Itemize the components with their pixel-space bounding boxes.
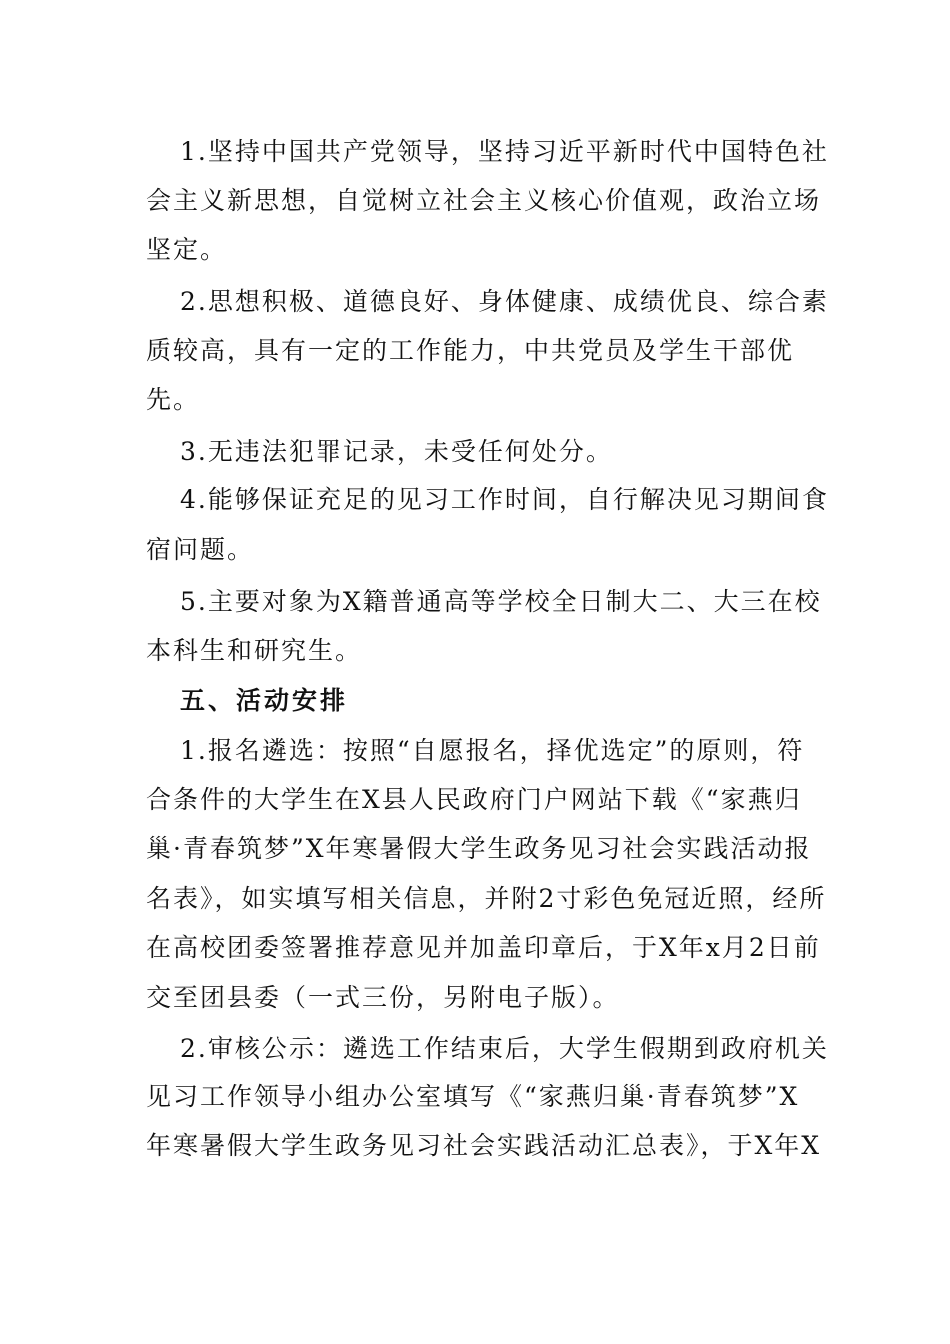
paragraph-line: 5.主要对象为X籍普通高等学校全日制大二、大三在校	[180, 587, 822, 616]
section-heading: 五、活动安排	[180, 686, 349, 715]
paragraph-line: 质较高，具有一定的工作能力，中共党员及学生干部优	[146, 336, 795, 365]
paragraph-line: 1.坚持中国共产党领导，坚持习近平新时代中国特色社	[180, 137, 829, 166]
paragraph-line: 在高校团委签署推荐意见并加盖印章后，于X年x月2日前	[146, 933, 821, 962]
paragraph-line: 合条件的大学生在X县人民政府门户网站下载《“家燕归	[146, 785, 802, 814]
paragraph-line: 名表》，如实填写相关信息，并附2寸彩色免冠近照，经所	[146, 884, 827, 913]
paragraph-line: 交至团县委（一式三份，另附电子版）。	[146, 983, 620, 1012]
paragraph-line: 3.无违法犯罪记录，未受任何处分。	[180, 437, 613, 466]
paragraph-line: 2.审核公示：遴选工作结束后，大学生假期到政府机关	[180, 1034, 829, 1063]
paragraph-line: 巢·青春筑梦”X年寒暑假大学生政务见习社会实践活动报	[146, 834, 812, 863]
paragraph-line: 见习工作领导小组办公室填写《“家燕归巢·青春筑梦”X	[146, 1082, 800, 1111]
paragraph-line: 1.报名遴选：按照“自愿报名，择优选定”的原则，符	[180, 736, 805, 765]
paragraph-line: 先。	[146, 385, 201, 414]
paragraph-line: 2.思想积极、道德良好、身体健康、成绩优良、综合素	[180, 287, 829, 316]
paragraph-line: 年寒暑假大学生政务见习社会实践活动汇总表》，于X年X	[146, 1131, 822, 1160]
paragraph-line: 4.能够保证充足的见习工作时间，自行解决见习期间食	[180, 485, 829, 514]
paragraph-line: 会主义新思想，自觉树立社会主义核心价值观，政治立场	[146, 186, 822, 215]
paragraph-line: 宿问题。	[146, 535, 255, 564]
paragraph-line: 本科生和研究生。	[146, 636, 363, 665]
paragraph-line: 坚定。	[146, 235, 228, 264]
